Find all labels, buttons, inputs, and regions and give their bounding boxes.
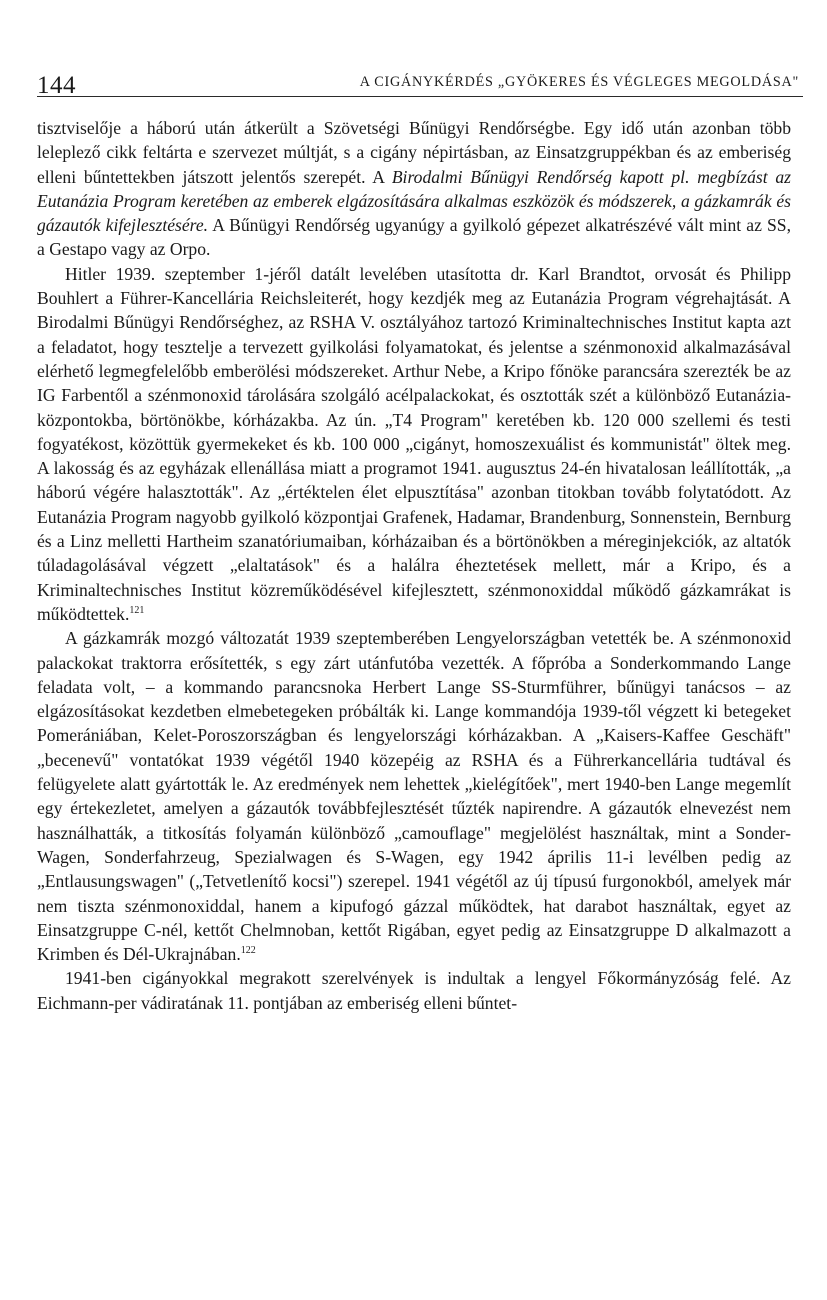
text-run: Hitler 1939. szeptember 1-jéről datált levelében utasította dr. Karl Brandtot, orvosát és Philipp Bouhlert a Führer-Kancellária Reichsleiterét, hogy kezdjék meg az Eutanázia Program végrehajtását. A Birodalmi Bűnügyi Rendőrséghez, az RSHA V. osztályához tartozó Kriminaltechnisches Institut kapta azt a feladatot, hogy tesztelje a tervezett gyilkolási folyamatokat, és jelentse a szénmonoxid alkalmazásával elérhető legmegfelelőbb emberölési módszereket. Arthur Nebe, a Kripo főnöke parancsára szerezték be az IG Farbentől a szénmonoxid tárolására szolgáló acélpalackokat, és osztották szét a különböző Eutanázia-központokba, börtönökbe, kórházakba. Az ún. „T4 Program" keretében kb. 120 000 szellemi és testi fogyatékost, közöttük gyermekeket és kb. 100 000 „cigányt, homoszexuálist és kommunistát" öltek meg. A lakosság és az egyházak ellenállása miatt a programot 1941. augusztus 24-én hivatalosan leállították, „a háború végére halasztották". Az „értéktelen élet elpusztítása" azonban titokban tovább folytatódott. Az Eutanázia Program nagyobb gyilkoló központjai Grafenek, Hadamar, Brandenburg, Sonnenstein, Bernburg és a Linz melletti Hartheim szanatóriumaiban, kórházaiban és a börtönökben a méreginjekciók, az altatók túladagolásával végzett „elaltatások" és a halálra éheztetések mellett, már a Kripo, és a Kriminaltechnisches Institut közreműködésével kifejlesztett, szénmonoxiddal működő gázkamrákat is működtettek. [37,263,791,624]
text-run: 1941-ben cigányokkal megrakott szerelvények is indultak a lengyel Főkormányzóság felé. Az Eichmann-per vádiratának 11. pontjában az emberiség elleni bűntet- [37,968,791,1013]
footnote-ref: 121 [129,604,145,616]
text-run: A Bűnügyi Rendőrség ugyanúgy a gyilkoló gépezet alkatrészévé vált mint az SS, a Gestapo vagy az Orpo. [37,215,791,260]
paragraph [37,626,791,966]
footnote-ref: 122 [240,945,256,957]
paragraph [37,116,791,262]
italic-text-run: Birodalmi Bűnügyi Rendőrség kapott pl. megbízást az Eutanázia Program keretében az emberek elgázosítására alkalmas eszközök és módszerek, a gázkamrák és gázautók kifejlesztésére. [37,166,791,236]
text-run: tisztviselője a háború után átkerült a Szövetségi Bűnügyi Rendőrségbe. Egy idő után azonban több leleplező cikk feltárta e szervezet múltját, s a cigány népirtásban, az Einsatzgruppékban és az emberiség elleni bűntettekben játszott jelentős szerepét. A [37,118,791,187]
paragraph [37,966,791,1015]
page-number: 144 [37,72,76,99]
body-text [37,116,791,1015]
paragraph [37,262,791,626]
page-header [37,62,803,97]
text-run: A gázkamrák mozgó változatát 1939 szeptemberében Lengyelországban vetették be. A szénmonoxid palackokat traktorra erősítették, s egy zárt utánfutóba vezették. A főpróba a Sonderkommando Lange feladata volt, – a kommando parancsnoka Herbert Lange SS-Sturmführer, bűnügyi tanácsos – az elgázosításokat kezdetben elmebetegeken próbálták ki. Lange kommandója 1939-től végzett ki betegeket Pomerániában, Kelet-Poroszországban és lengyelországi kórházakban. A „Kaisers-Kaffee Geschäft" „becenevű" vontatókat 1939 végétől 1940 közepéig az RSHA és a Führerkancellária tudtával és felügyelete alatt gyártották le. Az eredmények nem lehettek „kielégítőek", mert 1940-ben Lange megemlít egy értekezletet, amelyen a gázautók továbbfejlesztését tűzték napirendre. A gázautók elnevezést nem használhatták, a titkosítás folyamán különböző „camouflage" megjelölést használtak, mint a Sonder-Wagen, Sonderfahrzeug, Spezialwagen és S-Wagen, egy 1942 április 11-i levélben pedig az „Entlausungswagen" („Tetvetlenítő kocsi") szerepel. 1941 végétől az új típusú furgonokból, amelyek már nem tiszta szénmonoxiddal, hanem a kipufogó gázzal működtek, hat darabot használtak, egyet az Einsatzgruppe C-nél, kettőt Chelmnoban, kettőt Rigában, egyet pedig az Einsatzgruppe D alkalmazott a Krimben és Dél-Ukrajnában. [37,628,791,965]
running-title: A CIGÁNYKÉRDÉS „GYÖKERES ÉS VÉGLEGES MEGOLDÁSA" [359,74,799,90]
